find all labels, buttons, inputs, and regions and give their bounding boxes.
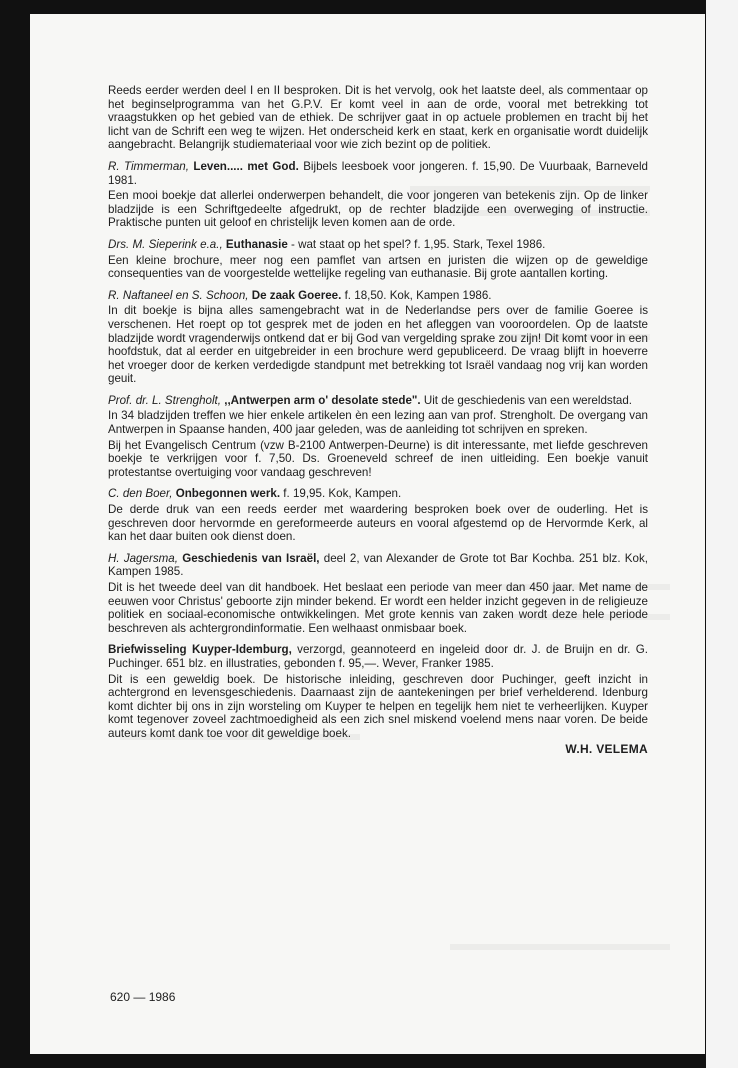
review-details: Bijbels leesboek voor jongeren. f. 15,90. De Vuurbaak, Barneveld 1981. [108,159,648,187]
review-details: Uit de geschiedenis van een wereldstad. [423,393,633,407]
page-number: 620 — 1986 [110,990,176,1004]
review-title: Briefwisseling Kuyper-Idemburg, [108,643,292,657]
review-details: deel 2, van Alexander de Grote tot Bar Kochba. 251 blz. Kok, Kampen 1985. [108,551,648,579]
author-signature: W.H. VELEMA [565,741,648,756]
review-body: Dit is een geweldig boek. De historische inleiding, geschreven door Puchinger, geeft inzicht in achtergrond en levensgeschiedenis. Daarnaast zijn de aantekeningen per brief verhelderend. Idenburg komt dichter bij ons in zijn worsteling om Kuyper te helpen en tegelijk hem niet te verheerlijken. Kuyper komt tegenover zoveel zachtmoedigheid als een zich snel miskend voelend mens naar voren. De beide auteurs komt dank toe voor dit geweldige boek. [108,672,648,740]
review-details: f. 18,50. Kok, Kampen 1986. [344,288,492,302]
review-body: Een kleine brochure, meer nog een pamflet van artsen en juristen die wijzen op de geweldige consequenties van de voorgestelde wettelijke regeling van euthanasie. Bij grote aantallen korting. [108,253,648,281]
review-strengholt [108,394,648,480]
review-reference [108,238,648,252]
review-details: verzorgd, geannoteerd en ingeleid door dr. J. de Bruijn en dr. G. Puchinger. 651 blz. en illustraties, gebonden f. 95,—. Wever, Franker 1985. [108,643,648,670]
article-text [108,84,648,756]
review-reference [108,643,648,670]
review-jagersma [108,552,648,636]
review-title: De zaak Goeree. [251,288,342,302]
review-reference [108,160,648,187]
review-author: R. Timmerman, [108,159,189,173]
review-details: - wat staat op het spel? f. 1,95. Stark, Texel 1986. [291,237,546,251]
review-details: f. 19,95. Kok, Kampen. [283,487,402,501]
review-naftaneel [108,289,648,386]
review-body: In 34 bladzijden treffen we hier enkele artikelen èn een lezing aan van prof. Strengholt. De overgang van Antwerpen in Spaanse handen, 400 jaar geleden, was de aanleiding tot schrijven en spreken. [108,409,648,437]
review-reference [108,487,648,501]
review-kuyper-idemburg [108,643,648,740]
review-author: H. Jagersma, [108,551,178,565]
review-den-boer [108,487,648,543]
review-author: Prof. dr. L. Strengholt, [108,393,221,407]
review-title: Euthanasie [225,237,288,251]
scan-edge [706,0,738,1068]
review-sieperink [108,238,648,281]
review-body: Een mooi boekje dat allerlei onderwerpen behandelt, die voor jongeren van betekenis zijn. Op de linker bladzijde is een Schriftgedeelte afgedrukt, op de rechter bladzijde een overweging of instructie. Praktische punten uit geloof en christelijk leven komen aan de orde. [108,189,648,230]
review-body: De derde druk van een reeds eerder met waardering besproken boek over de ouderling. Het is geschreven door hervormde en gereformeerde auteurs en vooral afgestemd op de Hervormde Kerk, al kan het daar buiten ook dienst doen. [108,503,648,544]
review-title: Leven..... met God. [193,159,299,173]
review-timmerman [108,160,648,230]
review-body-continued: Bij het Evangelisch Centrum (vzw B-2100 Antwerpen-Deurne) is dit interessante, met liefde geschreven boekje te verkrijgen voor f. 7,50. Ds. Groeneveld schreef de inen uitleiding. Een boekje vanuit protestantse overtuiging voor vandaag geschreven! [108,438,648,479]
review-reference [108,289,648,303]
review-author: Drs. M. Sieperink e.a., [108,237,223,251]
review-title: ,,Antwerpen arm o' desolate stede". [224,393,421,407]
review-author: C. den Boer, [108,487,173,501]
review-author: R. Naftaneel en S. Schoon, [108,288,249,302]
review-body: In dit boekje is bijna alles samengebracht wat in de Nederlandse pers over de familie Goeree is verschenen. Het roept op tot gesprek met de joden en het afleggen van vooroordelen. Op de laatste bladzijde wordt vragenderwijs ontkend dat er bij God van vergelding sprake zou zijn! Dit komt voor in een hoofdstuk, dat al eerder en uitgebreider in een brochure werd gepubliceerd. De vraag blijft in hoeverre het vroeger door de kerken verdedigde standpunt met betrekking tot Israël vandaag nog vrij kan worden geuit. [108,304,648,386]
review-reference [108,394,648,408]
review-title: Geschiedenis van Israël, [182,551,320,565]
review-title: Onbegonnen werk. [175,487,281,501]
bleed-through [450,944,670,950]
review-reference [108,552,648,579]
review-body: Dit is het tweede deel van dit handboek. Het beslaat een periode van meer dan 450 jaar. Met name de eeuwen voor Christus' geboorte zijn minder bekend. Er wordt een helder inzicht gegeven in de religieuze politiek en sociaal-economische ontwikkelingen. Met grote kennis van zaken wordt deze hele periode beschreven als achtergrondinformatie. Een welhaast onmisbaar boek. [108,581,648,635]
intro-paragraph: Reeds eerder werden deel I en II besproken. Dit is het vervolg, ook het laatste deel, als commentaar op het beginselprogramma van het G.P.V. Er komt veel in aan de orde, vooral met betrekking tot vraagstukken op het gebied van de ethiek. De schrijver gaat in op actuele problemen en tracht bij het licht van de Schrift een weg te wijzen. Het onderscheid kerk en staat, kerk en organisatie wordt duidelijk aangebracht. Belangrijk studiemateriaal voor wie zich bezint op de politiek. [108,84,648,152]
